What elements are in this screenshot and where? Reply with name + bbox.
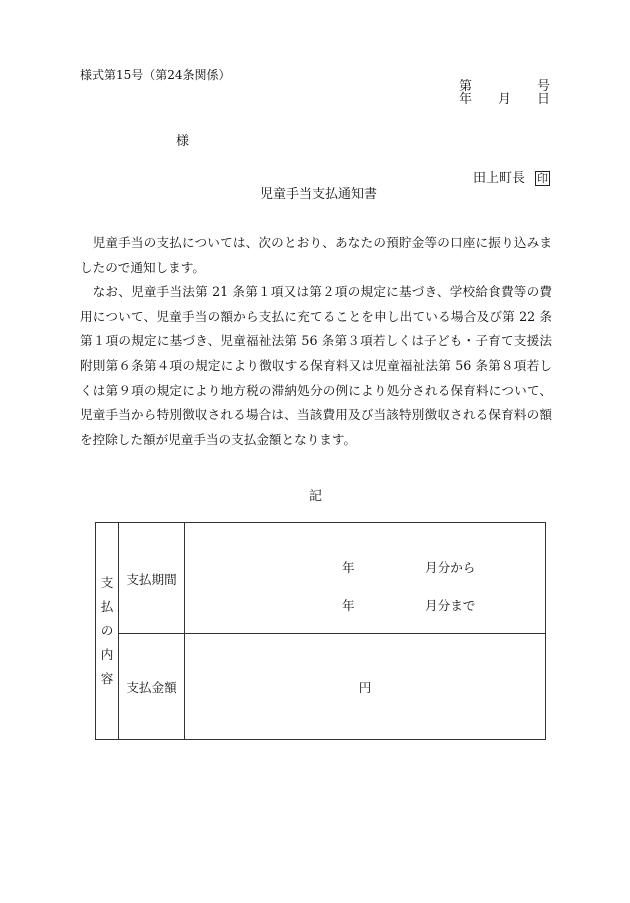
period-value — [185, 523, 546, 634]
recipient-suffix: 様 — [176, 134, 190, 149]
period-from-month: 月分から — [425, 560, 476, 575]
paragraph: なお、児童手当法第 21 条第１項又は第２項の規定に基づき、学校給食費等の費用について、児童手当の額から支払に充てることを申し出ている場合及び第 22 条第１項の規定に基づき、児童福祉法第 56 条第３項若しくは子ども・子育て支援法附則第６条第４項の規定により徴収する保育料又は児童福祉法第 56 条第８項若しくは第９項の規定により地方税の滞納処分の例により処分される保育料について、児童手当から特別徴収される場合は、当該費用及び当該特別徴収される保育料の額を控除した額が児童手当の支払金額となります。 — [80, 284, 552, 447]
period-to-year: 年 — [342, 598, 355, 613]
document-date-label: 年 月 日 — [458, 92, 550, 107]
document-header — [459, 80, 550, 106]
document-title: 児童手当支払通知書 — [260, 187, 378, 202]
payment-details-table — [95, 522, 546, 740]
paragraph: 児童手当の支払については、次のとおり、あなたの預貯金等の口座に振り込みましたので通知します。 — [80, 235, 552, 275]
form-number: 様式第15号（第24条関係） — [80, 68, 231, 82]
period-to-month: 月分まで — [425, 598, 476, 613]
period-label: 支払期間 — [119, 523, 185, 634]
notice-body — [80, 231, 552, 452]
period-from-year: 年 — [342, 560, 355, 575]
amount-unit: 円 — [358, 680, 372, 695]
amount-value — [185, 634, 546, 740]
group-label: 支 払 の 内 容 — [96, 523, 119, 740]
amount-label: 支払金額 — [119, 634, 185, 740]
seal-mark: 印 — [537, 172, 548, 185]
sender-name: 田上町長 — [472, 171, 525, 186]
sender — [473, 167, 550, 186]
ki-heading: 記 — [309, 489, 323, 504]
document-number-label: 第 号 — [458, 79, 550, 94]
